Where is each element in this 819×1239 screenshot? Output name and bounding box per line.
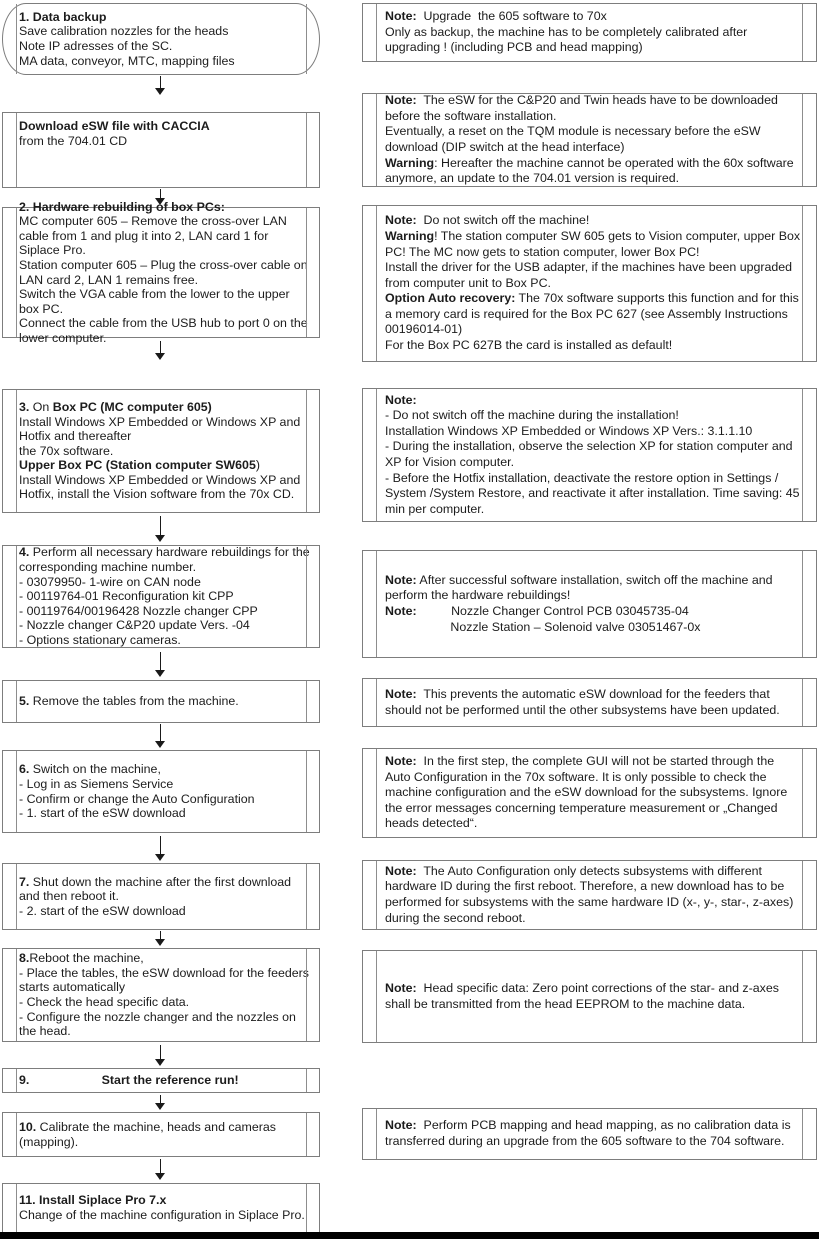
text-segment: - Before the Hotfix installation, deactivate the restore option in Settings / System /System Restore, and reactivate it after installation. Time saving: 45 min per computer. xyxy=(385,470,804,516)
text-segment-bold: Note: xyxy=(385,9,417,24)
text-line xyxy=(19,39,311,54)
step-9-reference-run-box xyxy=(2,1068,320,1093)
box-right-sidebar xyxy=(306,1113,307,1156)
box-content xyxy=(363,90,816,190)
down-arrow-icon xyxy=(154,724,167,748)
box-left-sidebar xyxy=(376,94,377,186)
text-segment: Install Windows XP Embedded or Windows XP and Hotfix, install the Vision software from the 70x CD. xyxy=(19,472,304,502)
text-segment: - Nozzle changer C&P20 update Vers. -04 xyxy=(19,618,250,633)
text-line xyxy=(385,981,801,1012)
text-line xyxy=(19,458,311,473)
page-bottom-edge xyxy=(0,1232,819,1239)
text-segment: Switch the VGA cable from the lower to the upper box PC. xyxy=(19,287,294,316)
text-segment: - 2. start of the eSW download xyxy=(19,903,186,918)
arrow-head xyxy=(155,670,165,677)
text-line xyxy=(385,573,801,604)
text-segment: - 00119764-01 Reconfiguration kit CPP xyxy=(19,589,234,604)
text-segment-bold: Note: xyxy=(385,980,417,995)
box-content xyxy=(363,751,816,835)
step-7-shut-down-box xyxy=(2,863,320,930)
box-left-sidebar xyxy=(16,4,17,74)
box-right-sidebar xyxy=(802,861,803,929)
arrow-shaft xyxy=(160,1159,161,1174)
arrow-shaft xyxy=(160,516,161,536)
box-content xyxy=(3,948,319,1042)
box-content xyxy=(3,872,319,922)
box-right-sidebar xyxy=(802,951,803,1042)
text-segment-bold: 5. xyxy=(19,694,30,709)
text-segment-bold: Download eSW file with CACCIA xyxy=(19,119,210,133)
note-esw-cp20-twin-box xyxy=(362,93,817,187)
note-head-specific-data-box xyxy=(362,950,817,1043)
box-content xyxy=(363,1115,816,1152)
text-segment: : Hereafter the machine cannot be operated with the 60x software anymore, an update to the 704.01 version is required. xyxy=(385,155,798,186)
box-right-sidebar xyxy=(306,113,307,187)
text-segment-bold: Option Auto recovery: xyxy=(385,291,516,306)
text-line xyxy=(19,762,311,777)
text-segment: Perform all necessary hardware rebuildings for the corresponding machine number. xyxy=(19,545,314,575)
arrow-head xyxy=(155,353,165,360)
text-segment: Head specific data: Zero point corrections of the star- and z-axes shall be transmitted from the head EEPROM to the machine data. xyxy=(385,980,783,1011)
text-line xyxy=(385,754,801,832)
text-line xyxy=(385,25,801,56)
text-segment-bold: Note: xyxy=(385,572,417,587)
text-segment: Connect the cable from the USB hub to port 0 on the lower computer. xyxy=(19,316,312,345)
down-arrow-icon xyxy=(154,1095,167,1110)
text-line xyxy=(19,119,311,134)
box-right-sidebar xyxy=(306,751,307,832)
text-line xyxy=(19,54,311,69)
text-segment-bold: Warning xyxy=(385,228,435,243)
text-segment: ! The station computer SW 605 gets to Vision computer, upper Box PC! The MC now gets to station computer, lower Box PC! xyxy=(385,228,804,259)
note-first-step-gui-box xyxy=(362,748,817,838)
text-segment: from the 704.01 CD xyxy=(19,133,128,148)
text-segment-bold: Note: xyxy=(385,93,417,108)
text-segment: The eSW for the C&P20 and Twin heads have to be downloaded before the software installation. xyxy=(385,93,782,123)
text-segment: Installation Windows XP Embedded or Windows XP Vers.: 3.1.1.10 xyxy=(385,423,753,438)
text-line xyxy=(19,792,311,807)
text-segment-bold: Note: xyxy=(385,213,417,228)
arrow-head xyxy=(155,741,165,748)
text-segment: After successful software installation, switch off the machine and perform the hardware rebuildings! xyxy=(385,572,776,603)
text-line xyxy=(19,604,311,619)
text-segment: - 00119764/00196428 Nozzle changer CPP xyxy=(19,603,258,618)
arrow-head xyxy=(155,1103,165,1110)
arrow-head xyxy=(155,198,165,205)
note-pcb-head-mapping-box xyxy=(362,1108,817,1160)
box-content xyxy=(3,691,319,712)
text-segment: - Log in as Siemens Service xyxy=(19,776,174,791)
text-segment-bold: 10. xyxy=(19,1119,37,1134)
text-line xyxy=(385,604,801,620)
box-right-sidebar xyxy=(306,4,307,74)
note-prevents-esw-download-box xyxy=(362,678,817,727)
text-segment: Change of the machine configuration in Siplace Pro. xyxy=(19,1208,305,1222)
text-segment: Shut down the machine after the first download and then reboot it. xyxy=(19,874,295,904)
note-installation-xp-box xyxy=(362,388,817,522)
text-segment: - During the installation, observe the selection XP for station computer and XP for Vision computer. xyxy=(385,439,796,469)
arrow-head xyxy=(155,1173,165,1180)
text-segment: On xyxy=(29,399,53,414)
box-left-sidebar xyxy=(16,751,17,832)
arrow-head xyxy=(155,535,165,542)
text-line xyxy=(19,904,311,919)
box-right-sidebar xyxy=(802,4,803,61)
box-left-sidebar xyxy=(16,208,17,337)
text-segment: Nozzle Station – Solenoid valve 03051467-0x xyxy=(385,619,701,634)
text-line xyxy=(19,415,311,444)
box-left-sidebar xyxy=(16,681,17,722)
text-line xyxy=(19,995,311,1010)
text-segment: Remove the tables from the machine. xyxy=(29,694,239,709)
text-segment: The 70x software supports this function and for this a memory card is required for the Box PC 627 (see Assembly Instructions 00196014-01) xyxy=(385,291,803,337)
arrow-shaft xyxy=(160,1045,161,1060)
box-right-sidebar xyxy=(306,1184,307,1232)
text-segment-bold: 11. Install Siplace Pro 7.x xyxy=(19,1193,167,1208)
text-segment: - Options stationary cameras. xyxy=(19,632,181,647)
box-left-sidebar xyxy=(376,861,377,929)
box-left-sidebar xyxy=(16,113,17,187)
step-download-esw-box xyxy=(2,112,320,188)
text-line xyxy=(19,134,311,149)
text-line xyxy=(19,589,311,604)
text-segment: Calibrate the machine, heads and cameras (mapping). xyxy=(19,1119,280,1149)
text-line xyxy=(385,124,801,155)
text-line xyxy=(19,1193,311,1208)
down-arrow-icon xyxy=(154,516,167,542)
note-upgrade-605-box xyxy=(362,3,817,62)
text-line xyxy=(19,777,311,792)
text-line xyxy=(385,291,801,338)
text-segment-bold: Note: xyxy=(385,863,417,878)
box-content xyxy=(3,1117,319,1152)
box-left-sidebar xyxy=(16,546,17,647)
box-content xyxy=(3,397,319,505)
step-4-hardware-rebuildings-box xyxy=(2,545,320,648)
box-right-sidebar xyxy=(802,679,803,726)
text-segment-bold: Note: xyxy=(385,1118,417,1133)
box-left-sidebar xyxy=(376,389,377,521)
box-right-sidebar xyxy=(802,749,803,837)
down-arrow-icon xyxy=(154,189,167,205)
text-segment-bold: Note: xyxy=(385,604,417,618)
box-left-sidebar xyxy=(376,1109,377,1159)
step-8-reboot-box xyxy=(2,948,320,1042)
box-left-sidebar xyxy=(16,1113,17,1156)
box-content xyxy=(363,390,816,521)
text-line xyxy=(385,687,801,718)
text-line xyxy=(19,214,311,258)
text-line xyxy=(385,228,804,260)
text-segment: Note IP adresses of the SC. xyxy=(19,39,173,53)
text-segment-bold: Note: xyxy=(385,754,417,769)
text-line xyxy=(385,439,801,470)
arrow-shaft xyxy=(160,652,161,671)
text-segment: This prevents the automatic eSW download for the feeders that should not be performed until the other subsystems have been updated. xyxy=(385,686,780,717)
box-right-sidebar xyxy=(306,1069,307,1092)
down-arrow-icon xyxy=(154,652,167,677)
text-line xyxy=(19,10,311,25)
text-segment: The Auto Configuration only detects subsystems with different hardware ID during the first reboot. Therefore, a new download has to be performed for subsystems with the same hardware ID (x-, y-, star-, z-axes) during the second reboot. xyxy=(385,863,797,925)
text-segment: - 03079950- 1-wire on CAN node xyxy=(19,574,201,589)
text-line xyxy=(19,694,311,709)
text-line xyxy=(19,473,311,502)
text-line xyxy=(385,338,801,354)
text-line xyxy=(19,966,311,995)
box-content xyxy=(3,542,319,650)
text-segment-bold: 6. xyxy=(19,762,30,777)
text-line xyxy=(19,287,311,316)
text-segment: For the Box PC 627B the card is installed as default! xyxy=(385,338,673,353)
text-line xyxy=(385,424,801,440)
down-arrow-icon xyxy=(154,341,167,360)
step-11-install-siplace-pro-box xyxy=(2,1183,320,1233)
arrow-shaft xyxy=(160,724,161,742)
box-content xyxy=(3,759,319,823)
box-right-sidebar xyxy=(802,551,803,657)
text-segment: Reboot the machine, xyxy=(29,951,144,966)
box-left-sidebar xyxy=(376,749,377,837)
arrow-head xyxy=(155,88,165,95)
text-line xyxy=(19,1073,311,1088)
text-segment: MA data, conveyor, MTC, mapping files xyxy=(19,53,235,68)
box-left-sidebar xyxy=(16,864,17,929)
text-line xyxy=(19,618,311,633)
down-arrow-icon xyxy=(154,1159,167,1180)
text-line xyxy=(385,864,801,926)
box-left-sidebar xyxy=(376,951,377,1042)
box-left-sidebar xyxy=(16,1069,17,1092)
text-line xyxy=(385,393,801,409)
box-content xyxy=(3,197,319,349)
box-content xyxy=(3,7,319,71)
text-line xyxy=(19,258,311,287)
step-6-switch-on-box xyxy=(2,750,320,833)
text-line xyxy=(19,545,314,575)
box-content xyxy=(3,1070,319,1091)
text-segment-bold: Warning xyxy=(385,155,435,170)
text-segment: Station computer 605 – Plug the cross-over cable on LAN card 2, LAN 1 remains free. xyxy=(19,257,312,287)
text-segment: Nozzle Changer Control PCB 03045735-04 xyxy=(416,604,689,618)
text-line xyxy=(19,806,311,821)
text-segment-bold: Note: xyxy=(385,686,417,701)
text-line xyxy=(19,951,311,966)
text-segment-bold: 4. xyxy=(19,545,30,560)
text-segment: In the first step, the complete GUI will not be started through the Auto Configuration in the 70x software. It is only possible to check the machine configuration and the eSW download for the subsystems. Ignore the error messages concerning temperature measurement or „Changed heads detected“. xyxy=(385,754,791,831)
box-right-sidebar xyxy=(306,949,307,1041)
text-segment: - Place the tables, the eSW download for the feeders starts automatically xyxy=(19,965,313,995)
box-right-sidebar xyxy=(802,389,803,521)
text-line xyxy=(19,400,311,415)
step-2-hardware-rebuilding-box xyxy=(2,199,320,345)
text-segment-bold: 9. xyxy=(19,1073,30,1088)
step-5-remove-tables-box xyxy=(2,680,320,723)
text-segment: Install Windows XP Embedded or Windows XP and Hotfix and thereafter xyxy=(19,414,304,444)
arrow-shaft xyxy=(160,836,161,855)
note-after-installation-box xyxy=(362,550,817,658)
note-do-not-switch-off-box xyxy=(362,205,817,362)
text-line xyxy=(385,620,801,636)
box-right-sidebar xyxy=(802,206,803,361)
box-left-sidebar xyxy=(16,949,17,1041)
text-segment-bold: 7. xyxy=(19,874,30,889)
text-line xyxy=(385,9,801,25)
text-segment: Eventually, a reset on the TQM module is necessary before the eSW download (DIP switch at the head interface) xyxy=(385,124,765,154)
box-left-sidebar xyxy=(376,206,377,361)
box-content xyxy=(363,684,816,721)
text-segment: - Check the head specific data. xyxy=(19,995,190,1009)
text-segment: Perform PCB mapping and head mapping, as no calibration data is transferred during an upgrade from the 605 software to the 704 software. xyxy=(385,1118,795,1148)
text-segment: - Confirm or change the Auto Configuration xyxy=(19,791,255,806)
box-right-sidebar xyxy=(306,864,307,929)
box-right-sidebar xyxy=(306,208,307,337)
arrow-head xyxy=(155,854,165,861)
text-line xyxy=(385,1118,801,1149)
box-content xyxy=(363,6,816,59)
text-segment-bold: Upper Box PC (Station computer SW605 xyxy=(19,458,256,473)
text-segment: ) xyxy=(255,458,260,473)
text-line xyxy=(19,575,311,590)
box-content xyxy=(3,113,319,151)
down-arrow-icon xyxy=(154,76,167,95)
text-segment-bold: 3. xyxy=(19,399,30,414)
step-10-calibrate-box xyxy=(2,1112,320,1157)
box-right-sidebar xyxy=(306,390,307,512)
text-segment-bold: 8. xyxy=(19,951,30,966)
box-content xyxy=(363,210,816,356)
text-line xyxy=(385,156,801,187)
text-segment-bold: Start the reference run! xyxy=(101,1073,239,1088)
box-left-sidebar xyxy=(16,1184,17,1232)
text-segment: - Do not switch off the machine during the installation! xyxy=(385,408,679,423)
text-segment: Do not switch off the machine! xyxy=(416,213,590,228)
text-line xyxy=(19,633,311,648)
box-right-sidebar xyxy=(306,546,307,647)
text-segment: - Configure the nozzle changer and the nozzles on the head. xyxy=(19,1009,300,1039)
box-left-sidebar xyxy=(376,4,377,61)
text-line xyxy=(385,408,801,424)
step-3-box-pc-install-box xyxy=(2,389,320,513)
text-line xyxy=(19,1010,311,1039)
text-segment: Upgrade the 605 software to 70x xyxy=(416,9,607,24)
text-segment: Save calibration nozzles for the heads xyxy=(19,24,229,39)
box-content xyxy=(3,1190,319,1225)
box-right-sidebar xyxy=(802,1109,803,1159)
text-segment-bold: Note: xyxy=(385,392,417,407)
box-left-sidebar xyxy=(16,390,17,512)
text-line xyxy=(385,470,804,518)
text-segment-bold: 1. Data backup xyxy=(19,9,107,24)
box-right-sidebar xyxy=(306,681,307,722)
down-arrow-icon xyxy=(154,1045,167,1066)
box-left-sidebar xyxy=(376,551,377,657)
text-line xyxy=(19,1208,311,1223)
arrow-head xyxy=(155,939,165,946)
box-content xyxy=(363,861,816,929)
box-left-sidebar xyxy=(376,679,377,726)
text-segment: Switch on the machine, xyxy=(29,762,161,777)
box-content xyxy=(363,570,816,638)
text-segment-bold: 2. Hardware rebuilding of box PCs: xyxy=(19,199,225,214)
box-right-sidebar xyxy=(802,94,803,186)
note-auto-configuration-box xyxy=(362,860,817,930)
text-line xyxy=(385,260,801,291)
text-line xyxy=(19,875,311,904)
text-line xyxy=(385,213,801,229)
down-arrow-icon xyxy=(154,836,167,861)
arrow-head xyxy=(155,1059,165,1066)
text-line xyxy=(19,1120,311,1149)
text-segment-bold: Box PC (MC computer 605) xyxy=(52,399,212,414)
text-segment: Install the driver for the USB adapter, if the machines have been upgraded from computer unit to Box PC. xyxy=(385,260,796,290)
text-line xyxy=(19,444,311,459)
text-segment: the 70x software. xyxy=(19,443,114,458)
text-segment: MC computer 605 – Remove the cross-over LAN cable from 1 and plug it into 2, LAN card 1 for Siplace Pro. xyxy=(19,214,291,258)
text-segment: Only as backup, the machine has to be completely calibrated after upgrading ! (including PCB and head mapping) xyxy=(385,24,751,55)
box-content xyxy=(363,978,816,1015)
text-line xyxy=(385,93,801,124)
text-line xyxy=(19,24,311,39)
text-segment: - 1. start of the eSW download xyxy=(19,806,186,821)
down-arrow-icon xyxy=(154,931,167,946)
step-1-data-backup-box xyxy=(2,3,320,75)
